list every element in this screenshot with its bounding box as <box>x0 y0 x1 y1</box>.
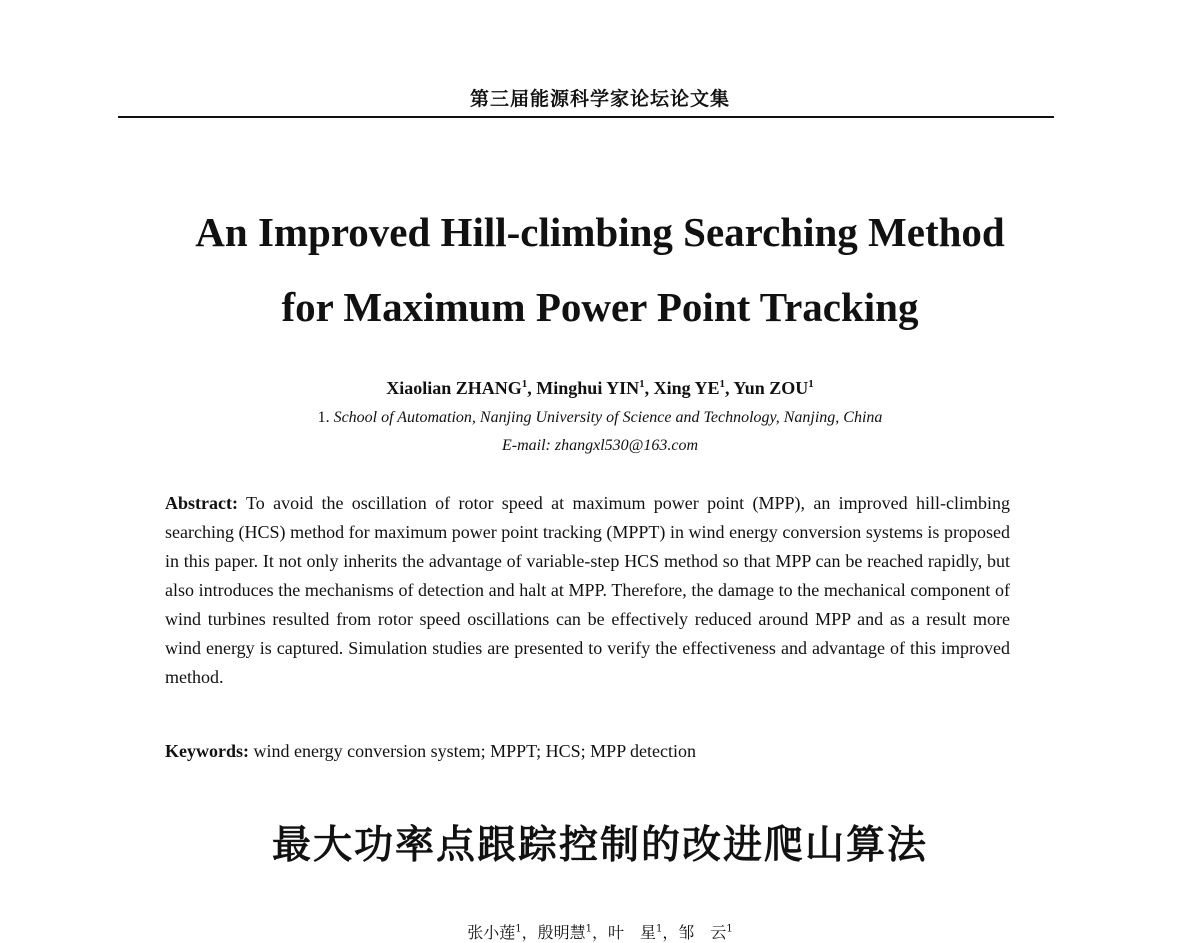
keywords-text: wind energy conversion system; MPPT; HCS; MPP detection <box>253 741 697 761</box>
author-email: E-mail: zhangxl530@163.com <box>501 437 699 454</box>
chinese-author: 殷明慧$^1$， <box>537 923 608 942</box>
abstract <box>165 489 1010 692</box>
author: Yun ZOU$^1$ <box>733 378 814 398</box>
affiliation-text: School of Automation, Nanjing University of Science and Technology, Nanjing, China <box>333 409 883 426</box>
affiliation <box>0 409 1200 427</box>
author: Xing $YE^1$, <box>653 378 734 398</box>
running-header: 第三届能源科学家论坛论文集 <box>469 88 730 110</box>
abstract-text: To avoid the oscillation of rotor speed at maximum power point (MPP), an improved hill-climbing searching (HCS) method for maximum power point tracking (MPPT) in wind energy conversion systems is proposed in this paper. It not only inherits the advantage of variable-step HCS method so that MPP can be reached rapidly, but also introduces the mechanisms of detection and halt at MPP. Therefore, the damage to the mechanical component of wind turbines resulted from rotor speed oscillations can be effectively reduced around MPP and as a result more wind energy is captured. Simulation studies are presented to verify the effectiveness and advantage of this improved method. <box>165 493 1010 687</box>
abstract-label: Abstract: <box>165 493 238 513</box>
chinese-title: 最大功率点跟踪控制的改进爬山算法 <box>271 823 928 868</box>
author: Xiaolian ZHANG$^1$, <box>386 378 537 398</box>
chinese-author: 邹 云$^1$ <box>678 923 733 942</box>
title-line-2: for Maximum Power Point Tracking <box>281 284 919 330</box>
author: Minghui YIN$^1$, <box>536 378 654 398</box>
author-list <box>0 378 1200 399</box>
chinese-author: 叶 星$^1$， <box>608 923 679 942</box>
affiliation-number: 1. <box>317 409 330 426</box>
chinese-author: 张小莲$^1$， <box>467 923 538 942</box>
chinese-author-list <box>0 920 1200 943</box>
keywords-label: Keywords: <box>165 741 249 761</box>
title-line-1: An Improved Hill-climbing Searching Method <box>195 209 1005 255</box>
keywords <box>165 737 1010 766</box>
header-rule <box>118 116 1054 118</box>
